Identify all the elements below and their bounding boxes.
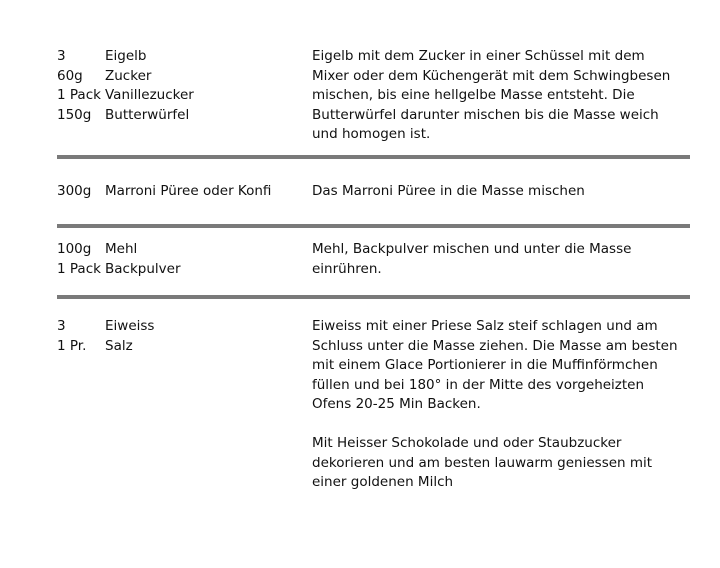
ingredient-quantity: 1 Pr. (57, 337, 87, 354)
ingredient-quantity: 60g (57, 67, 83, 84)
ingredient-row (57, 337, 297, 357)
ingredient-name: Zucker (105, 67, 152, 84)
ingredient-quantity: 150g (57, 106, 92, 123)
ingredient-quantity: 1 Pack (57, 87, 101, 103)
ingredient-row (57, 260, 297, 280)
ingredient-name: Mehl (105, 241, 138, 257)
step-instruction: Mehl, Backpulver mischen und unter die Masse einrühren. (312, 241, 632, 277)
ingredient-name: Backpulver (105, 260, 181, 277)
ingredient-list (57, 47, 297, 125)
ingredient-name: Eiweiss (105, 318, 155, 334)
ingredient-quantity: 3 (57, 48, 66, 64)
recipe-step-2 (57, 182, 690, 204)
recipe-step-1 (57, 47, 690, 147)
section-divider (57, 155, 690, 159)
step-instruction: Eiweiss mit einer Priese Salz steif schlagen und am Schluss unter die Masse ziehen. Die Masse am besten mit einem Glace Portionierer in die Muffinförmchen füllen und bei 180° in der Mitte des vorgeheizten Ofens 20-25 Min Backen. Mit Heisser Schokolade und oder Staubzucker dekorieren und am besten lauwarm geniessen mit einer goldenen Milch (312, 318, 678, 490)
ingredient-row (57, 106, 297, 126)
ingredient-name: Vanillezucker (105, 87, 194, 103)
ingredient-quantity: 3 (57, 318, 66, 334)
section-divider (57, 224, 690, 228)
ingredient-list (57, 240, 297, 279)
step-instruction: Eigelb mit dem Zucker in einer Schüssel mit dem Mixer oder dem Küchengerät mit dem Schwingbesen mischen, bis eine hellgelbe Masse entsteht. Die Butterwürfel darunter mischen bis die Masse weich und homogen ist. (312, 48, 671, 142)
ingredient-name: Eigelb (105, 48, 147, 64)
recipe-step-4 (57, 317, 690, 497)
ingredient-row (57, 86, 297, 106)
ingredient-row (57, 67, 297, 87)
ingredient-quantity: 300g (57, 183, 92, 199)
ingredient-row (57, 317, 297, 337)
ingredient-row (57, 47, 297, 67)
ingredient-list (57, 182, 297, 202)
ingredient-quantity: 100g (57, 241, 92, 257)
recipe-step-3 (57, 240, 690, 282)
ingredient-row (57, 182, 297, 202)
ingredient-list (57, 317, 297, 356)
ingredient-name: Butterwürfel (105, 106, 190, 123)
ingredient-row (57, 240, 297, 260)
section-divider (57, 295, 690, 299)
ingredient-name: Salz (105, 337, 133, 354)
ingredient-name: Marroni Püree oder Konfi (105, 183, 272, 199)
step-instruction: Das Marroni Püree in die Masse mischen (312, 183, 585, 199)
ingredient-quantity: 1 Pack (57, 260, 101, 277)
